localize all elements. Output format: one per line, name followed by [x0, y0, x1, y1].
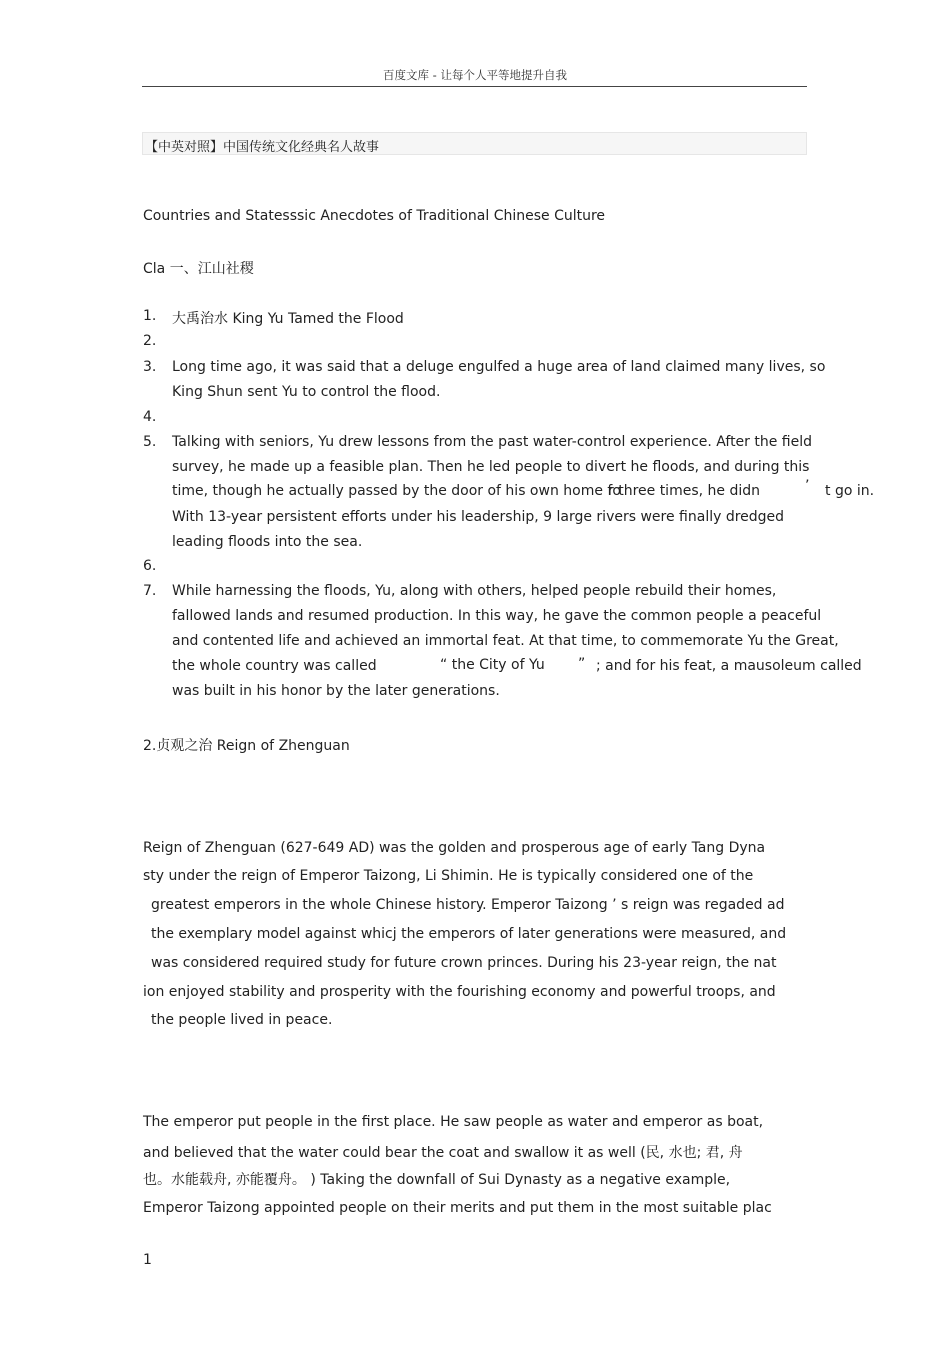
paragraph-line: the exemplary model against whicj the emperors of later generations were measured, and — [151, 926, 787, 942]
subtitle: Countries and Statesssic Anecdotes of Traditional Chinese Culture — [143, 208, 606, 224]
list-item-text: was built in his honor by the later generations. — [172, 683, 500, 699]
list-item-text: leading floods into the sea. — [172, 534, 363, 550]
list-item-text: Talking with seniors, Yu drew lessons from the past water-control experience. After the field — [172, 434, 813, 450]
header-rule — [142, 86, 807, 87]
list-item-text: While harnessing the floods, Yu, along with others, helped people rebuild their homes, — [172, 583, 777, 599]
document-title-box — [142, 132, 807, 155]
list-item-text: 大禹治水 King Yu Tamed the Flood — [172, 311, 404, 327]
list-item-text: Long time ago, it was said that a deluge engulfed a huge area of land claimed many lives, so — [172, 359, 826, 375]
list-item-text: r three times, he didn — [608, 483, 760, 499]
paragraph-line: ion enjoyed stability and prosperity with the fourishing economy and powerful troops, and — [143, 984, 776, 1000]
list-item-text: ’ — [805, 478, 810, 494]
list-item-text: ; and for his feat, a mausoleum called — [596, 658, 862, 674]
paragraph-line: sty under the reign of Emperor Taizong, Li Shimin. He is typically considered one of the — [143, 868, 754, 884]
list-number: 1. — [143, 308, 157, 324]
list-item-text: King Shun sent Yu to control the flood. — [172, 384, 441, 400]
list-number: 4. — [143, 409, 157, 425]
list-item-text: and contented life and achieved an immortal feat. At that time, to commemorate Yu the Great, — [172, 633, 839, 649]
list-item-text: time, though he actually passed by the door of his own home fo — [172, 483, 621, 499]
list-number: 7. — [143, 583, 157, 599]
paragraph-line: greatest emperors in the whole Chinese history. Emperor Taizong ’ s reign was regaded ad — [151, 897, 785, 913]
paragraph-line: The emperor put people in the first place. He saw people as water and emperor as boat, — [143, 1114, 764, 1130]
paragraph-line: and believed that the water could bear the coat and swallow it as well (民, 水也; 君, 舟 — [143, 1145, 743, 1161]
paragraph-line: Emperor Taizong appointed people on their merits and put them in the most suitable plac — [143, 1200, 772, 1216]
list-number: 3. — [143, 359, 157, 375]
page-number: 1 — [143, 1252, 152, 1268]
list-item-text: With 13-year persistent efforts under his leadership, 9 large rivers were finally dredged — [172, 509, 785, 525]
paragraph-line: was considered required study for future crown princes. During his 23-year reign, the nat — [151, 955, 777, 971]
list-item-text: survey, he made up a feasible plan. Then he led people to divert he floods, and during this — [172, 459, 810, 475]
list-number: 5. — [143, 434, 157, 450]
list-number: 2. — [143, 333, 157, 349]
list-item-text: fallowed lands and resumed production. In this way, he gave the common people a peaceful — [172, 608, 822, 624]
list-item-text: ” — [578, 656, 586, 672]
list-item-text: t go in. — [825, 483, 875, 499]
section-heading: Cla 一、江山社稷 — [143, 261, 254, 277]
document-title: 【中英对照】中国传统文化经典名人故事 — [145, 140, 380, 155]
page-header: 百度文库 - 让每个人平等地提升自我 — [383, 68, 567, 82]
list-item-text: the whole country was called — [172, 658, 377, 674]
list-item-text: “ the City of Yu — [440, 657, 545, 673]
section-heading-2: 2.贞观之治 Reign of Zhenguan — [143, 738, 350, 754]
paragraph-line: Reign of Zhenguan (627-649 AD) was the golden and prosperous age of early Tang Dyna — [143, 840, 766, 856]
paragraph-line: the people lived in peace. — [151, 1012, 333, 1028]
paragraph-line: 也。水能载舟, 亦能覆舟。 ) Taking the downfall of Sui Dynasty as a negative example, — [143, 1172, 731, 1188]
list-number: 6. — [143, 558, 157, 574]
